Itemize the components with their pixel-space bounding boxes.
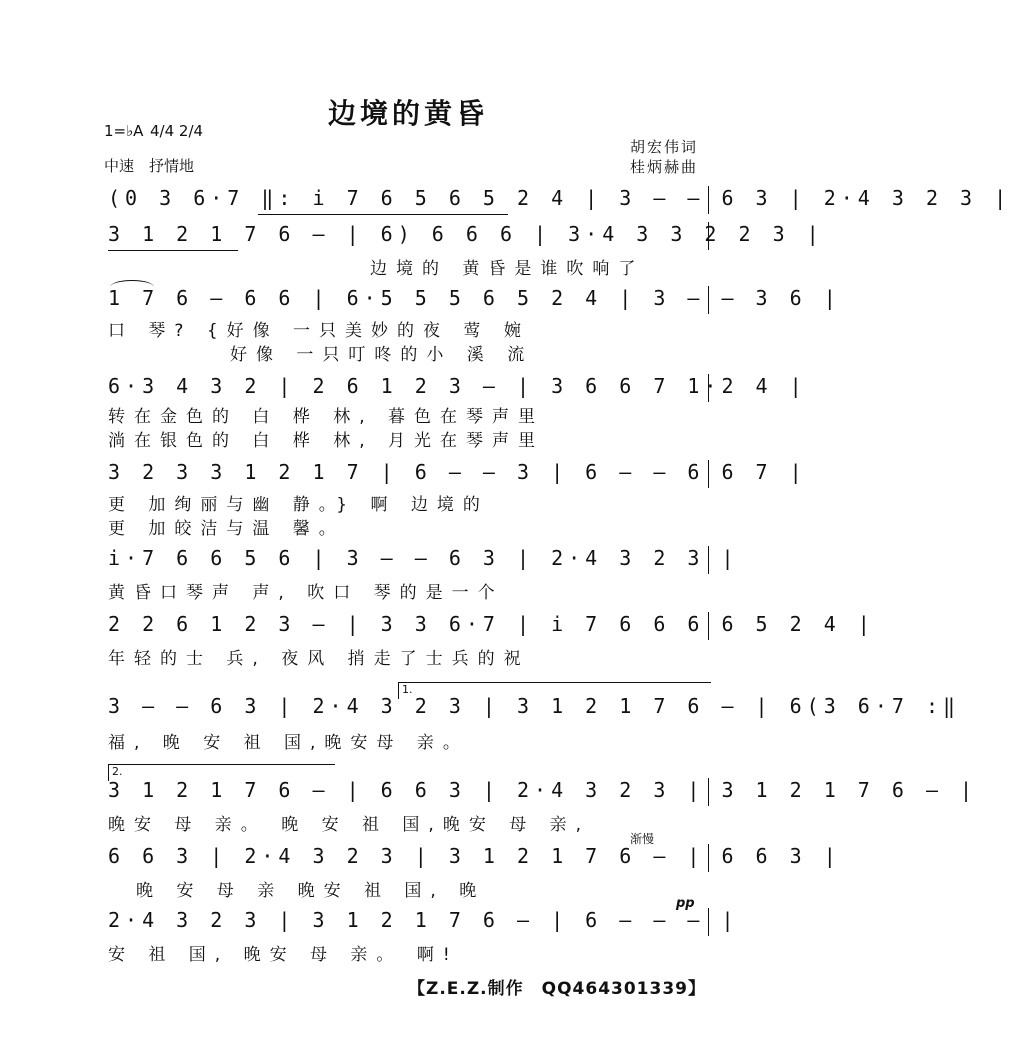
notation-line: 6 6 3 | 2·4 3 2 3 | 3 1 2 1 7 6 — | 6 6 3 | (108, 844, 841, 868)
time-signature: 4/4 2/4 (150, 122, 204, 140)
notation-line: i·7 6 6 5 6 | 3 — — 6 3 | 2·4 3 2 3 | (108, 546, 739, 570)
score-row-9 (108, 778, 978, 838)
lyric-line-1: 口 琴? {好像 一只美妙的夜 莺 婉 (108, 321, 530, 341)
notation-line: 2 2 6 1 2 3 — | 3 3 6·7 | i 7 6 6 6 6 5 2 4 | (108, 612, 875, 636)
lyric-line-1: 边境的 黄昏是谁吹响了 (370, 259, 645, 279)
lyric-line-2: 更 加皎洁与温 馨。 (108, 519, 345, 539)
notation-line: 3 1 2 1 7 6 — | 6) 6 6 6 | 3·4 3 3 2 2 3 | (108, 222, 824, 246)
notation-line: 3 — — 6 3 | 2·4 3 2 3 | 3 1 2 1 7 6 — | 6(3 6·7 :‖ (108, 694, 961, 718)
score-row-5 (108, 460, 807, 540)
score-row-8 (108, 694, 961, 754)
lyric-line-1: 转在金色的 白 桦 林, 暮色在琴声里 (108, 407, 545, 427)
lyric-line-1: 安 祖 国, 晚安 母 亲。 啊! (108, 945, 459, 965)
page-title: 边境的黄昏 (327, 97, 488, 130)
notation-line: 1 7 6 — 6 6 | 6·5 5 5 6 5 2 4 | 3 — — 3 6 | (108, 286, 841, 310)
notation-line: 6·3 4 3 2 | 2 6 1 2 3 — | 3 6 6 7 1·2 4 | (108, 374, 807, 398)
key-signature: 1=♭A (104, 122, 144, 140)
volta-1-label: 1. (402, 683, 413, 696)
notation-line: 3 2 3 3 1 2 1 7 | 6 — — 3 | 6 — — 6 6 7 | (108, 460, 807, 484)
lyric-line-2: 好像 一只叮咚的小 溪 流 (230, 345, 534, 365)
lyric-line-2: 淌在银色的 白 桦 林, 月光在琴声里 (108, 431, 545, 451)
score-row-10 (108, 844, 841, 904)
lyricist-credit: 胡宏伟词 (630, 138, 699, 156)
lyric-line-1: 更 加绚丽与幽 静。} 啊 边境的 (108, 495, 489, 515)
dynamic-pp: pp (676, 896, 695, 911)
ritardando-marking: 渐慢 (630, 832, 655, 846)
score-row-11 (108, 908, 739, 968)
score-row-1 (108, 186, 1011, 226)
notation-line: 3 1 2 1 7 6 — | 6 6 3 | 2·4 3 2 3 | 3 1 2 1 7 6 — | (108, 778, 978, 802)
composer-credit: 桂炳赫曲 (630, 158, 699, 176)
score-row-3 (108, 286, 841, 366)
notation-line: 2·4 3 2 3 | 3 1 2 1 7 6 — | 6 — — — | (108, 908, 739, 932)
tempo-marking: 中速 抒情地 (104, 157, 195, 175)
lyric-line-1: 晚安 母 亲。 晚 安 祖 国,晚安 母 亲, (108, 815, 591, 835)
lyric-line-1: 黄昏口琴声 声, 吹口 琴的是一个 (108, 583, 504, 603)
lyric-line-1: 福, 晚 安 祖 国,晚安母 亲。 (108, 733, 469, 753)
notation-line: (0 3 6·7 ‖: i 7 6 5 6 5 2 4 | 3 — — 6 3 | 2·4 3 2 3 | (108, 186, 1011, 210)
score-row-4 (108, 374, 807, 454)
volta-2-label: 2. (112, 765, 123, 778)
lyric-line-1: 年轻的士 兵, 夜风 捎走了士兵的祝 (108, 649, 530, 669)
score-row-6 (108, 546, 739, 606)
score-row-2 (108, 222, 824, 282)
score-row-7 (108, 612, 875, 672)
footer-credit: 【Z.E.Z.制作 QQ464301339】 (408, 979, 707, 999)
lyric-line-1: 晚 安 母 亲 晚安 祖 国, 晚 (136, 881, 486, 901)
